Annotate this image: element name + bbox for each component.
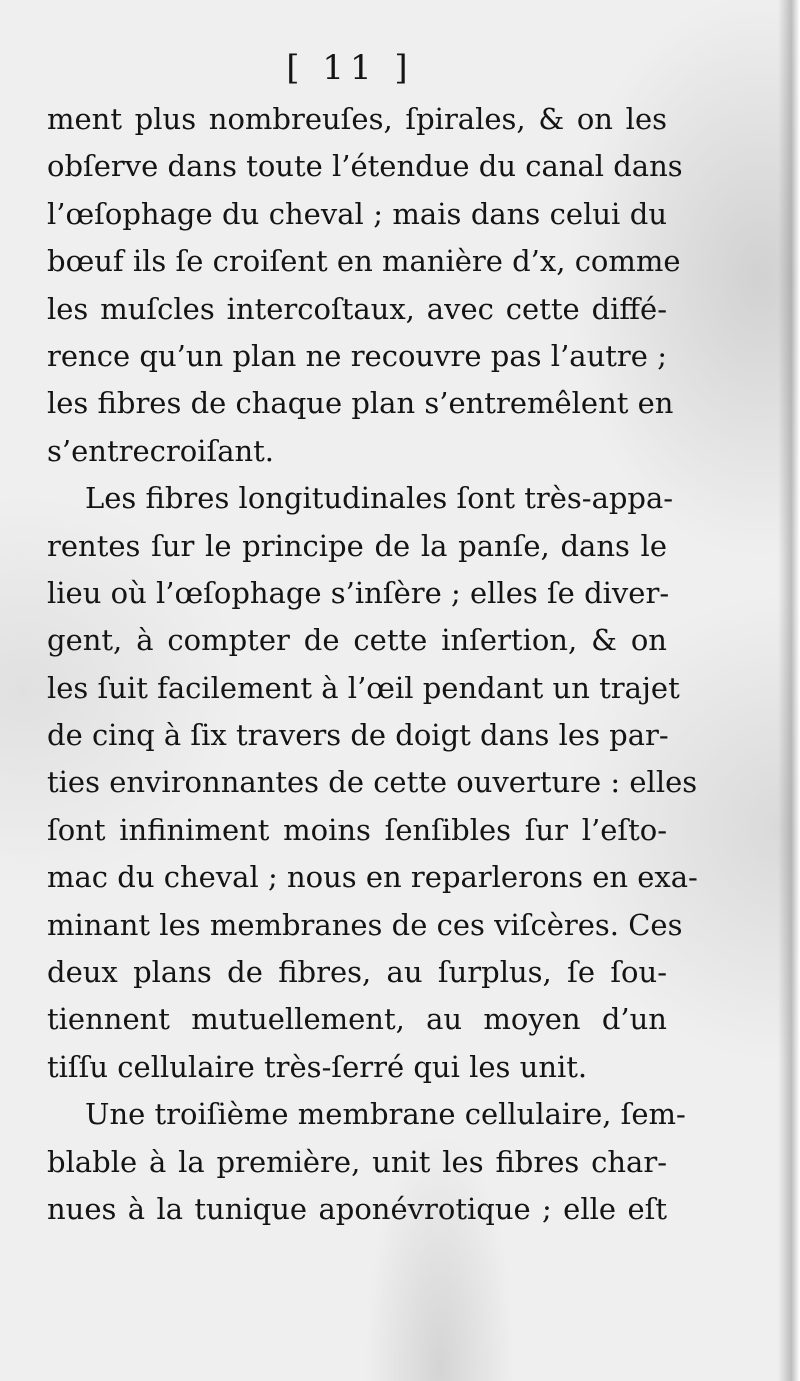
body-text [47,96,698,1233]
paragraph-start-line: Une troiſième membrane cellulaire, ſem- [85,1097,686,1132]
text-line: gent, à compter de cette inſertion, & on [47,623,667,658]
text-line: s’entrecroiſant. [47,433,275,468]
page-number-header: [ 11 ] [286,48,414,88]
text-line: ties environnantes de cette ouverture : elles [47,765,698,800]
text-line: blable à la première, unit les fibres char- [47,1144,667,1179]
page-edge-shadow [778,0,800,1381]
text-line: mac du cheval ; nous en reparlerons en exa- [47,860,698,895]
paragraph-start-line: Les fibres longitudinales ſont très-appa- [85,481,674,516]
text-line: rence qu’un plan ne recouvre pas l’autre ; [47,338,667,373]
text-line: ſont infiniment moins ſenſibles ſur l’eſto- [47,812,667,847]
text-line: lieu où l’œſophage s’inſère ; elles ſe diver- [47,575,670,610]
text-line: nues à la tunique aponévrotique ; elle eſt [47,1191,667,1226]
text-line: l’œſophage du cheval ; mais dans celui du [47,196,667,231]
text-line: tiſſu cellulaire très-ſerré qui les unit. [47,1049,588,1084]
text-line: rentes ſur le principe de la panſe, dans le [47,528,667,563]
text-line: deux plans de fibres, au ſurplus, ſe ſou- [47,955,667,990]
text-line: obſerve dans toute l’étendue du canal dans [47,149,683,184]
text-line: minant les membranes de ces viſcères. Ces [47,907,683,942]
text-line: tiennent mutuellement, au moyen d’un [47,1002,667,1037]
text-line: les fibres de chaque plan s’entremêlent en [47,386,674,421]
text-line: les ſuit facilement à l’œil pendant un trajet [47,670,680,705]
text-line: de cinq à ſix travers de doigt dans les par- [47,718,669,753]
text-line: bœuf ils ſe croiſent en manière d’x, comme [47,244,681,279]
text-line: ment plus nombreuſes, ſpirales, & on les [47,102,667,136]
text-line: les muſcles intercoſtaux, avec cette diffé- [47,291,667,326]
